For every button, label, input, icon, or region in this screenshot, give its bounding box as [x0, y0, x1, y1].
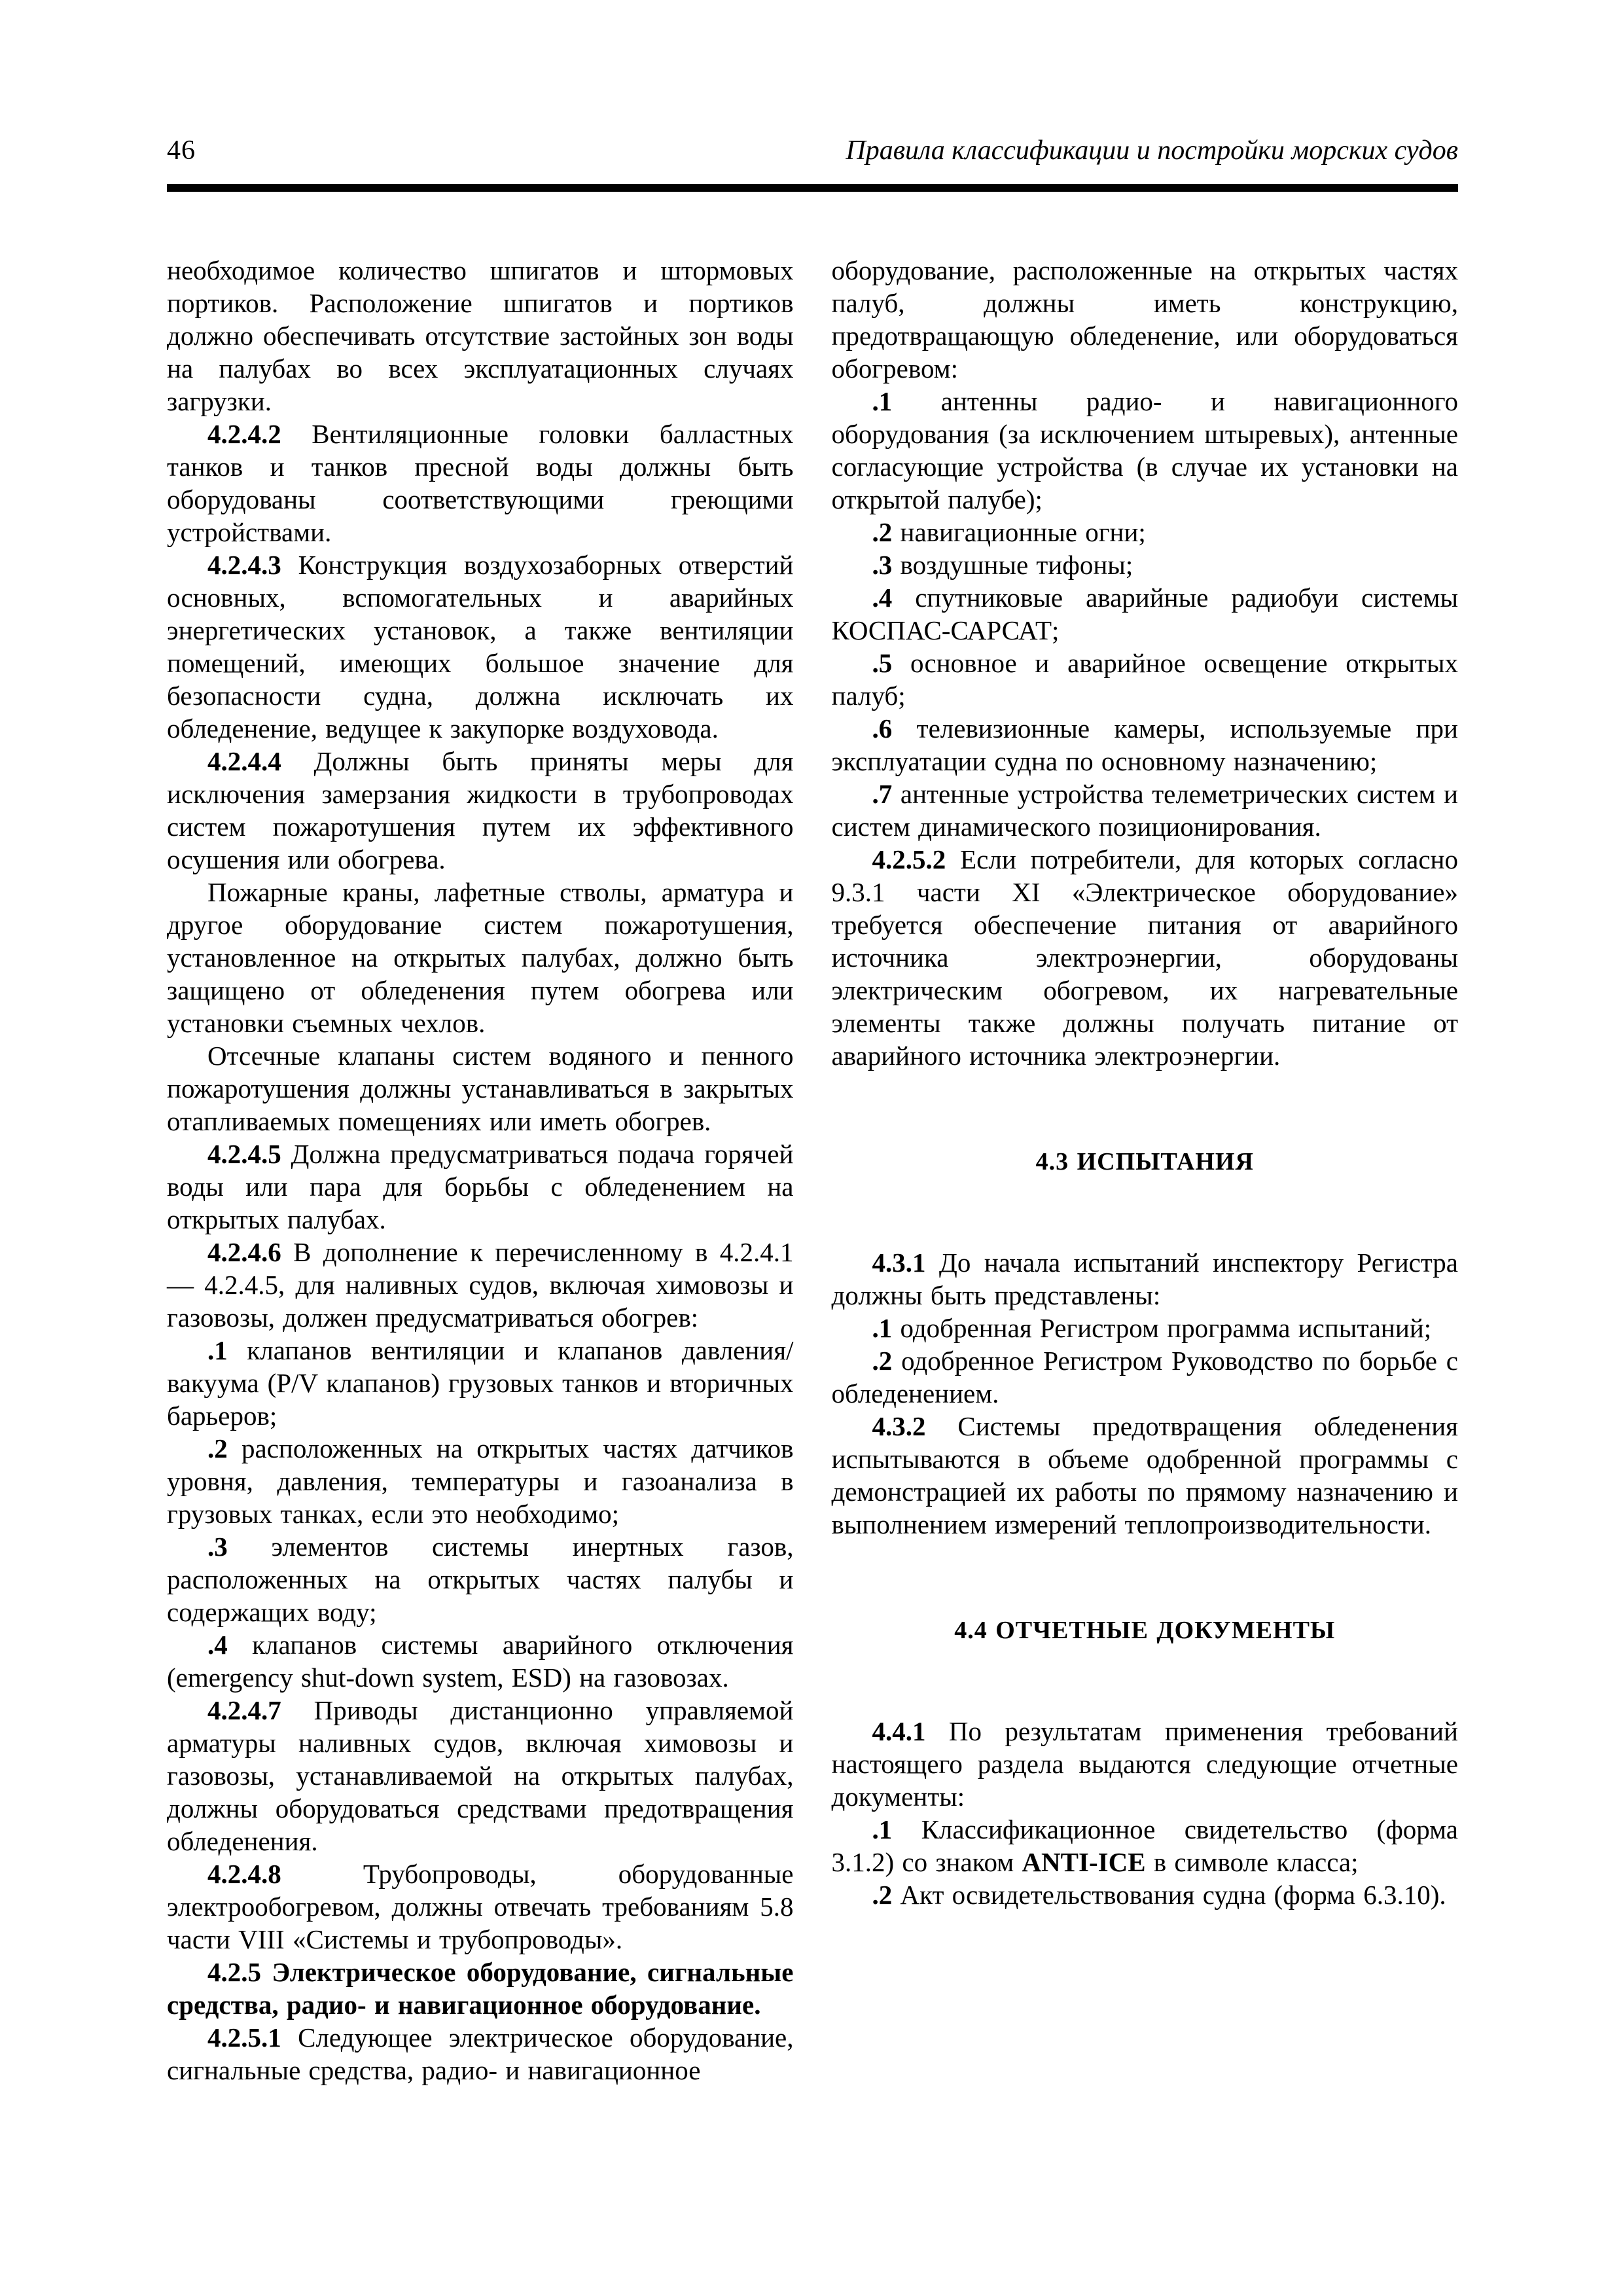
- text-run: воздушные тифоны;: [892, 550, 1133, 580]
- para-425: [167, 1956, 794, 2021]
- bold-text-run: 4.2.4.7: [207, 1695, 281, 1725]
- bold-text-run: .3: [872, 550, 893, 580]
- bold-text-run: .6: [872, 713, 893, 744]
- bold-text-run: ANTI-ICE: [1022, 1847, 1146, 1877]
- text-run: телевизионные камеры, используемые при эксплуатации судна по основному назначению;: [831, 713, 1458, 776]
- text-run: Отсечные клапаны систем водяного и пенного пожаротушения должны устанавливаться в закрытых отапливаемых помещениях или иметь обогрев.: [167, 1041, 794, 1136]
- bold-text-run: 4.2.4.5: [207, 1139, 281, 1169]
- para-4244: [167, 745, 794, 876]
- bold-text-run: 4.2.4.6: [207, 1237, 281, 1267]
- para-4251-item7: [832, 778, 1459, 843]
- para-4248: [167, 1857, 794, 1956]
- para-431-item1: [832, 1312, 1459, 1344]
- bold-text-run: 4.2.4.2: [207, 419, 281, 449]
- right-column: [832, 254, 1459, 2087]
- bold-text-run: .1: [872, 386, 893, 416]
- para-431: [832, 1246, 1459, 1312]
- bold-text-run: .4: [872, 583, 893, 613]
- bold-text-run: 4.2.5.2: [872, 844, 946, 874]
- bold-text-run: 4.2.5.1: [207, 2022, 281, 2053]
- para-4251-item4: [832, 581, 1459, 647]
- text-run: Должна предусматриваться подача горячей воды или пара для борьбы с обледенением на открытых палубах.: [167, 1139, 794, 1234]
- running-title: Правила классификации и постройки морских судов: [846, 135, 1458, 166]
- text-run: Системы предотвращения обледенения испытываются в объеме одобренной программы с демонстрацией их работы по прямому назначению и выполнением измерений теплопроизводительности.: [831, 1411, 1458, 1539]
- text-run: клапанов системы аварийного отключения (emergency shut-down system, ESD) на газовозах.: [167, 1630, 794, 1693]
- bold-text-run: .1: [872, 1814, 893, 1844]
- text-run: Приводы дистанционно управляемой арматуры наливных судов, включая химовозы и газовозы, устанавливаемой на открытых палубах, должны оборудоваться средствами предотвращения обледенения.: [167, 1695, 794, 1856]
- para-4242: [167, 418, 794, 548]
- para-441-item2: [832, 1878, 1459, 1911]
- bold-text-run: .5: [872, 648, 893, 678]
- text-run: одобренное Регистром Руководство по борьбе с обледенением.: [831, 1346, 1458, 1408]
- para-4241-cont: [167, 254, 794, 418]
- header-rule: [167, 184, 1458, 192]
- para-fire-cranes: [167, 876, 794, 1039]
- bold-text-run: 4.4.1: [872, 1716, 926, 1746]
- text-run: Классификационное свидетельство (форма 3.1.2) со знаком: [831, 1814, 1458, 1877]
- text-run: антенные устройства телеметрических систем и систем динамического позиционирования.: [831, 779, 1458, 842]
- text-run: До начала испытаний инспектору Регистра должны быть представлены:: [831, 1247, 1458, 1310]
- para-4251: [167, 2021, 794, 2087]
- section-heading-44: [832, 1614, 1459, 1647]
- para-431-item2: [832, 1344, 1459, 1410]
- text-run: навигационные огни;: [892, 517, 1146, 547]
- text-run: клапанов вентиляции и клапанов давления/вакуума (P/V клапанов) грузовых танков и вторичных барьеров;: [167, 1335, 794, 1431]
- para-4246-item1: [167, 1334, 794, 1432]
- text-run: Должны быть приняты меры для исключения замерзания жидкости в трубопроводах систем пожаротушения путем их эффективного осушения или обогрева.: [167, 746, 794, 874]
- bold-text-run: 4.2.4.3: [207, 550, 281, 580]
- para-4246-item4: [167, 1628, 794, 1694]
- para-4251-item2: [832, 516, 1459, 548]
- para-4246-item3: [167, 1530, 794, 1628]
- bold-text-run: .1: [872, 1313, 893, 1343]
- para-441-item1: [832, 1813, 1459, 1878]
- bold-text-run: 4.3 ИСПЫТАНИЯ: [1035, 1148, 1254, 1175]
- bold-text-run: 4.2.5 Электрическое оборудование, сигнальные средства, радио- и навигационное оборудование.: [167, 1957, 794, 2020]
- text-run: Вентиляционные головки балластных танков и танков пресной воды должны быть оборудованы соответствующими греющими устройствами.: [167, 419, 794, 547]
- text-run: Акт освидетельствования судна (форма 6.3.10).: [892, 1880, 1446, 1910]
- para-4251-item1: [832, 385, 1459, 516]
- para-4251-cont: [832, 254, 1459, 385]
- bold-text-run: 4.2.4.4: [207, 746, 281, 776]
- para-shutoff-valves: [167, 1039, 794, 1138]
- para-4252: [832, 843, 1459, 1072]
- bold-text-run: .2: [872, 1880, 893, 1910]
- bold-text-run: 4.4 ОТЧЕТНЫЕ ДОКУМЕНТЫ: [954, 1617, 1336, 1644]
- text-run: расположенных на открытых частях датчиков уровня, давления, температуры и газоанализа в грузовых танках, если это необходимо;: [167, 1433, 794, 1529]
- para-4251-item5: [832, 647, 1459, 712]
- text-run: необходимое количество шпигатов и штормовых портиков. Расположение шпигатов и портиков должно обеспечивать отсутствие застойных зон воды на палубах во всех эксплуатационных случаях загрузки.: [167, 255, 794, 416]
- para-432: [832, 1410, 1459, 1541]
- text-columns: [167, 254, 1458, 2087]
- text-run: элементов системы инертных газов, расположенных на открытых частях палубы и содержащих воду;: [167, 1532, 794, 1627]
- para-4243: [167, 548, 794, 745]
- text-run: оборудование, расположенные на открытых частях палуб, должны иметь конструкцию, предотвращающую обледенение, или оборудоваться обогревом:: [831, 255, 1458, 384]
- text-run: основное и аварийное освещение открытых палуб;: [831, 648, 1458, 711]
- bold-text-run: .2: [872, 1346, 893, 1376]
- text-run: Конструкция воздухозаборных отверстий основных, вспомогательных и аварийных энергетических установок, а также вентиляции помещений, имеющих большое значение для безопасности судна, должна исключать их обледенение, ведущее к закупорке воздуховода.: [167, 550, 794, 744]
- text-run: В дополнение к перечисленному в 4.2.4.1 — 4.2.4.5, для наливных судов, включая химовозы и газовозы, должен предусматриваться обогрев:: [167, 1237, 794, 1333]
- para-4251-item3: [832, 548, 1459, 581]
- bold-text-run: .1: [207, 1335, 228, 1365]
- text-run: Следующее электрическое оборудование, сигнальные средства, радио- и навигационное: [167, 2022, 794, 2085]
- para-441: [832, 1715, 1459, 1813]
- section-heading-43: [832, 1145, 1459, 1178]
- bold-text-run: .7: [872, 779, 893, 809]
- text-run: Пожарные краны, лафетные стволы, арматура и другое оборудование систем пожаротушения, установленное на открытых палубах, должно быть защищено от обледенения путем обогрева или установки съемных чехлов.: [167, 877, 794, 1038]
- bold-text-run: .2: [207, 1433, 228, 1463]
- text-run: в символе класса;: [1145, 1847, 1359, 1877]
- para-4245: [167, 1138, 794, 1236]
- bold-text-run: .4: [207, 1630, 228, 1660]
- left-column: [167, 254, 794, 2087]
- bold-text-run: 4.2.4.8: [207, 1859, 281, 1889]
- text-run: Трубопроводы, оборудованные электрообогревом, должны отвечать требованиям 5.8 части VIII «Системы и трубопроводы».: [167, 1859, 794, 1954]
- bold-text-run: 4.3.1: [872, 1247, 926, 1278]
- page-header: [167, 135, 1458, 166]
- page-number: 46: [167, 135, 196, 166]
- text-run: одобренная Регистром программа испытаний;: [892, 1313, 1432, 1343]
- para-4246: [167, 1236, 794, 1334]
- bold-text-run: .3: [207, 1532, 228, 1562]
- para-4251-item6: [832, 712, 1459, 778]
- text-run: антенны радио- и навигационного оборудования (за исключением штыревых), антенные согласующие устройства (в случае их установки на открытой палубе);: [831, 386, 1458, 514]
- para-4246-item2: [167, 1432, 794, 1530]
- para-4247: [167, 1694, 794, 1857]
- bold-text-run: 4.3.2: [872, 1411, 926, 1441]
- bold-text-run: .2: [872, 517, 893, 547]
- text-run: спутниковые аварийные радиобуи системы КОСПАС-САРСАТ;: [831, 583, 1458, 645]
- text-run: Если потребители, для которых согласно 9.3.1 части XI «Электрическое оборудование» требуется обеспечение питания от аварийного источника электроэнергии, оборудованы электрическим обогревом, их нагревательные элементы также должны получать питание от аварийного источника электроэнергии.: [831, 844, 1458, 1071]
- text-run: По результатам применения требований настоящего раздела выдаются следующие отчетные документы:: [831, 1716, 1458, 1812]
